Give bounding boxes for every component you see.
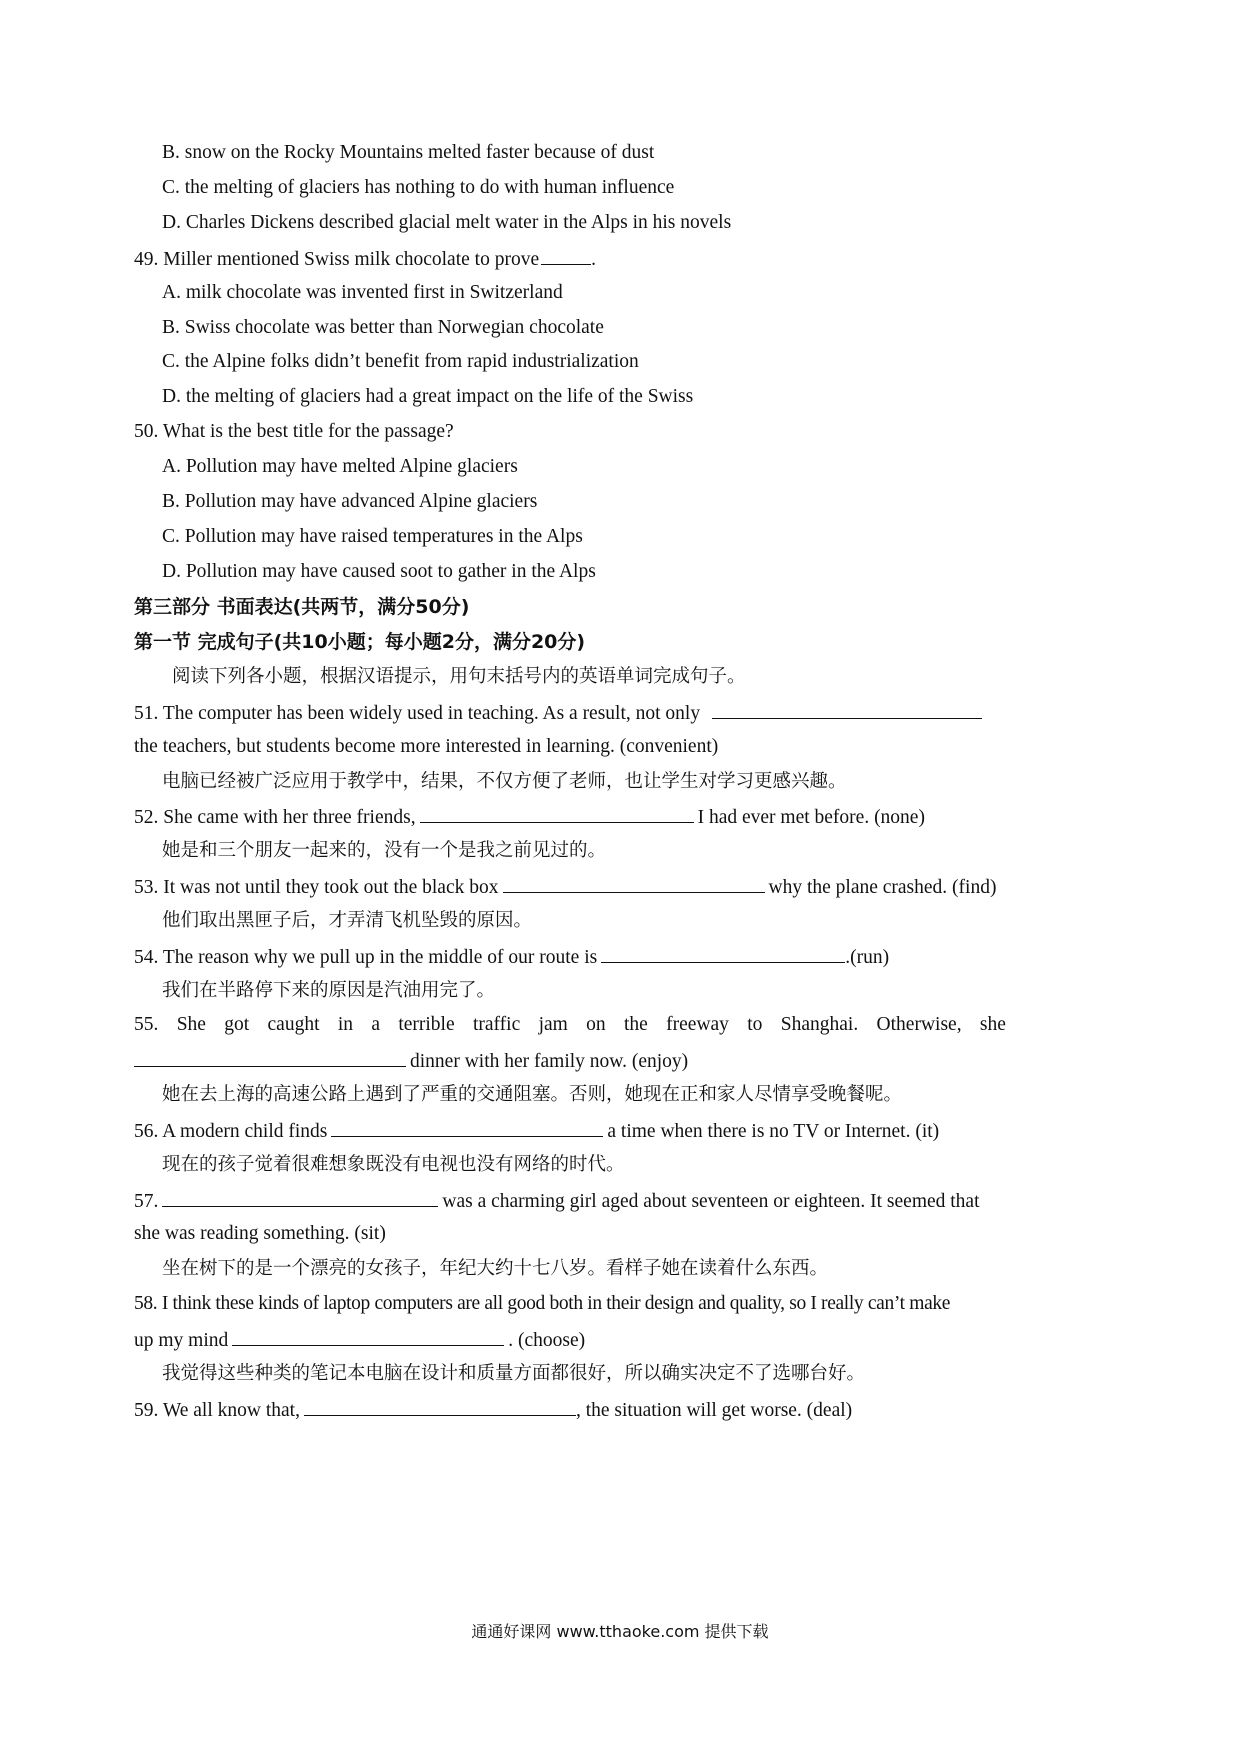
q55-word: she	[979, 1014, 1006, 1035]
q56-line	[134, 1118, 939, 1144]
q54-answer-blank	[601, 944, 845, 963]
q55-word: a	[371, 1014, 380, 1035]
q49-stem-text: 49. Miller mentioned Swiss milk chocolate to prove	[134, 249, 540, 270]
q58-line1: 58. I think these kinds of laptop computers are all good both in their design and quality, so I really can’t make	[134, 1293, 951, 1314]
q55-word: Otherwise,	[876, 1014, 962, 1035]
q50-option-a: A. Pollution may have melted Alpine glaciers	[162, 456, 518, 477]
q55-word: to	[747, 1014, 763, 1035]
q56-text-after: a time when there is no TV or Internet. (it)	[607, 1121, 940, 1142]
q49-option-a: A. milk chocolate was invented first in Switzerland	[162, 282, 563, 303]
q54-line	[134, 944, 889, 970]
q58-line2	[134, 1327, 585, 1353]
q50-option-d: D. Pollution may have caused soot to gather in the Alps	[162, 561, 596, 582]
q56-text-before: 56. A modern child finds	[134, 1121, 328, 1142]
q58-text-before: up my mind	[134, 1330, 229, 1351]
q57-line2: she was reading something. (sit)	[134, 1223, 386, 1244]
q49-answer-blank	[541, 246, 591, 265]
q55-word: traffic	[472, 1014, 521, 1035]
q57-number: 57.	[134, 1191, 159, 1212]
q54-text-after: .(run)	[845, 947, 890, 968]
q51-answer-blank	[712, 700, 982, 719]
q59-text-before: 59. We all know that,	[134, 1400, 300, 1421]
q52-line	[134, 804, 925, 830]
q48-option-d: D. Charles Dickens described glacial melt water in the Alps in his novels	[162, 212, 732, 233]
q49-stem: 49. Miller mentioned Swiss milk chocolate to prove .	[134, 246, 596, 272]
q50-option-b: B. Pollution may have advanced Alpine glaciers	[162, 491, 538, 512]
q53-text-before: 53. It was not until they took out the black box	[134, 877, 499, 898]
q55-line1	[134, 1013, 1006, 1037]
q55-line2	[134, 1048, 688, 1074]
q55-word: Shanghai.	[780, 1014, 859, 1035]
q52-answer-blank	[420, 804, 694, 823]
q52-chinese: 她是和三个朋友一起来的，没有一个是我之前见过的。	[162, 840, 607, 861]
page-footer: 通通好课网 www.tthaoke.com 提供下载	[471, 1622, 769, 1641]
q50-stem: 50. What is the best title for the passage?	[134, 421, 454, 442]
q51-text: 51. The computer has been widely used in teaching. As a result, not only	[134, 703, 701, 724]
q53-text-after: why the plane crashed. (find)	[768, 877, 997, 898]
q55-word: 55.	[134, 1014, 159, 1035]
q54-text-before: 54. The reason why we pull up in the middle of our route is	[134, 947, 598, 968]
q57-chinese: 坐在树下的是一个漂亮的女孩子，年纪大约十七八岁。看样子她在读着什么东西。	[162, 1258, 829, 1279]
q58-chinese: 我觉得这些种类的笔记本电脑在设计和质量方面都很好，所以确实决定不了选哪台好。	[162, 1363, 866, 1384]
q54-chinese: 我们在半路停下来的原因是汽油用完了。	[162, 980, 496, 1001]
q55-text-after: dinner with her family now. (enjoy)	[410, 1051, 689, 1072]
q58-answer-blank	[232, 1327, 504, 1346]
q56-answer-blank	[331, 1118, 603, 1137]
q55-word: jam	[538, 1014, 568, 1035]
q55-chinese: 她在去上海的高速公路上遇到了严重的交通阻塞。否则，她现在正和家人尽情享受晚餐呢。	[162, 1084, 903, 1105]
q49-option-b: B. Swiss chocolate was better than Norwegian chocolate	[162, 317, 604, 338]
q52-text-after: I had ever met before. (none)	[697, 807, 925, 828]
q59-line	[134, 1397, 852, 1423]
q48-option-b: B. snow on the Rocky Mountains melted faster because of dust	[162, 142, 655, 163]
q51-chinese: 电脑已经被广泛应用于教学中，结果，不仅方便了老师，也让学生对学习更感兴趣。	[162, 771, 847, 792]
q51-line2: the teachers, but students become more interested in learning. (convenient)	[134, 736, 719, 757]
q50-option-c: C. Pollution may have raised temperatures in the Alps	[162, 526, 583, 547]
q49-option-c: C. the Alpine folks didn’t benefit from rapid industrialization	[162, 351, 639, 372]
q48-option-c: C. the melting of glaciers has nothing to do with human influence	[162, 177, 675, 198]
q53-answer-blank	[503, 874, 765, 893]
q55-answer-blank	[134, 1048, 406, 1067]
q55-word: freeway	[666, 1014, 729, 1035]
part3-heading: 第三部分 书面表达(共两节，满分50分)	[134, 596, 470, 618]
q51-line1	[134, 700, 986, 726]
q59-answer-blank	[304, 1397, 576, 1416]
q55-word: terrible	[398, 1014, 455, 1035]
q55-word: She	[176, 1014, 206, 1035]
q55-word: got	[224, 1014, 250, 1035]
q57-text-after: was a charming girl aged about seventeen or eighteen. It seemed that	[442, 1191, 980, 1212]
q59-text-after: , the situation will get worse. (deal)	[575, 1400, 853, 1421]
q53-chinese: 他们取出黑匣子后，才弄清飞机坠毁的原因。	[162, 910, 533, 931]
q55-word: in	[337, 1014, 354, 1035]
q57-line1	[134, 1188, 980, 1214]
q57-answer-blank	[162, 1188, 438, 1207]
q58-text-after: . (choose)	[508, 1330, 586, 1351]
section1-heading: 第一节 完成句子(共10小题；每小题2分，满分20分)	[134, 631, 586, 653]
q55-word: the	[623, 1014, 648, 1035]
instructions: 阅读下列各小题，根据汉语提示，用句末括号内的英语单词完成句子。	[172, 666, 746, 687]
q49-option-d: D. the melting of glaciers had a great impact on the life of the Swiss	[162, 386, 694, 407]
q53-line	[134, 874, 996, 900]
q56-chinese: 现在的孩子觉着很难想象既没有电视也没有网络的时代。	[162, 1154, 625, 1175]
q55-word: caught	[267, 1014, 320, 1035]
q52-text-before: 52. She came with her three friends,	[134, 807, 416, 828]
q55-word: on	[586, 1014, 606, 1035]
